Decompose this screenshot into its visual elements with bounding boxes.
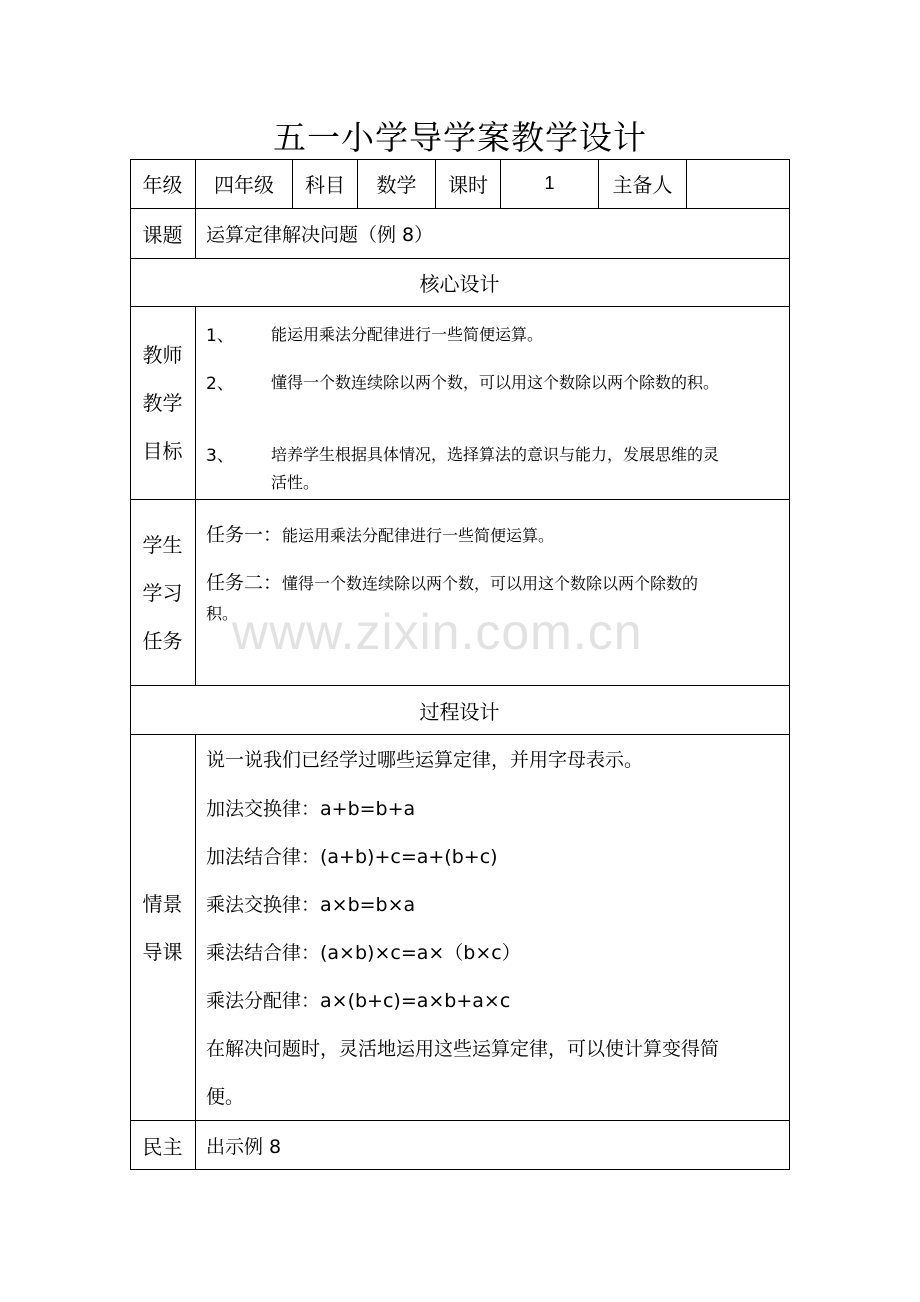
goal-item-1 (206, 321, 783, 350)
teacher-goals-label (130, 307, 196, 500)
teacher-goals-label-line-2: 教学 (142, 391, 183, 415)
goal-number: 1、 (206, 326, 234, 346)
scenario-line: 乘法分配律：a×(b+c)=a×b+a×c (206, 990, 511, 1012)
goal-text-continued: 活性。 (271, 473, 320, 492)
task-1 (206, 520, 781, 551)
teacher-goals-label-line-3: 目标 (142, 439, 183, 463)
process-design-heading: 过程设计 (130, 686, 790, 735)
watermark: www.zixin.com.cn (232, 604, 643, 660)
student-tasks-label (130, 500, 196, 686)
teacher-goals-label-line-1: 教师 (142, 343, 183, 367)
scenario-line: 说一说我们已经学过哪些运算定律，并用字母表示。 (206, 749, 644, 771)
preparer-value (687, 159, 790, 209)
scenario-line: 在解决问题时，灵活地运用这些运算定律，可以使计算变得简 (206, 1038, 720, 1060)
student-tasks-label-line-2: 学习 (142, 580, 183, 605)
preparer-label: 主备人 (599, 159, 687, 209)
goal-number: 3、 (206, 446, 234, 466)
hours-label: 课时 (436, 159, 501, 209)
student-tasks-content (196, 500, 790, 686)
task-2-text: 懂得一个数连续除以两个数，可以用这个数除以两个除数的 (282, 574, 699, 593)
task-1-prefix: 任务一： (206, 524, 283, 546)
student-tasks-label-line-3: 任务 (142, 628, 183, 653)
subject-value: 数学 (358, 159, 436, 209)
task-2 (206, 568, 781, 599)
goal-number: 2、 (206, 374, 234, 394)
core-design-heading: 核心设计 (130, 259, 790, 307)
goal-text: 能运用乘法分配律进行一些简便运算。 (271, 325, 544, 344)
grade-label: 年级 (130, 159, 196, 209)
scenario-line: 加法交换律：a+b=b+a (206, 798, 416, 820)
task-2-prefix: 任务二： (206, 572, 283, 594)
scenario-label-line-1: 情景 (142, 891, 183, 916)
hours-value: 1 (501, 159, 599, 209)
scenario-line: 乘法结合律：(a×b)×c=a×（b×c） (206, 942, 521, 964)
democracy-label: 民主 (130, 1121, 196, 1170)
topic-value: 运算定律解决问题（例 8） (196, 209, 790, 259)
scenario-line: 便。 (206, 1086, 245, 1108)
page-title: 五一小学导学案教学设计 (273, 118, 647, 157)
subject-label: 科目 (293, 159, 358, 209)
goal-item-2 (206, 369, 783, 398)
goal-text: 培养学生根据具体情况，选择算法的意识与能力，发展思维的灵 (271, 445, 720, 464)
scenario-content (196, 735, 790, 1121)
democracy-value: 出示例 8 (196, 1121, 790, 1170)
scenario-label-line-2: 导课 (142, 939, 183, 964)
scenario-label (130, 735, 196, 1121)
topic-label: 课题 (130, 209, 196, 259)
task-2-continued: 积。 (206, 604, 239, 623)
task-1-text: 能运用乘法分配律进行一些简便运算。 (282, 526, 555, 545)
scenario-line: 加法结合律：(a+b)+c=a+(b+c) (206, 846, 498, 868)
scenario-line: 乘法交换律：a×b=b×a (206, 894, 416, 916)
teacher-goals-content (196, 307, 790, 500)
goal-item-3 (206, 441, 783, 497)
goal-text: 懂得一个数连续除以两个数，可以用这个数除以两个除数的积。 (271, 373, 720, 392)
student-tasks-label-line-1: 学生 (142, 532, 183, 557)
grade-value: 四年级 (196, 159, 293, 209)
